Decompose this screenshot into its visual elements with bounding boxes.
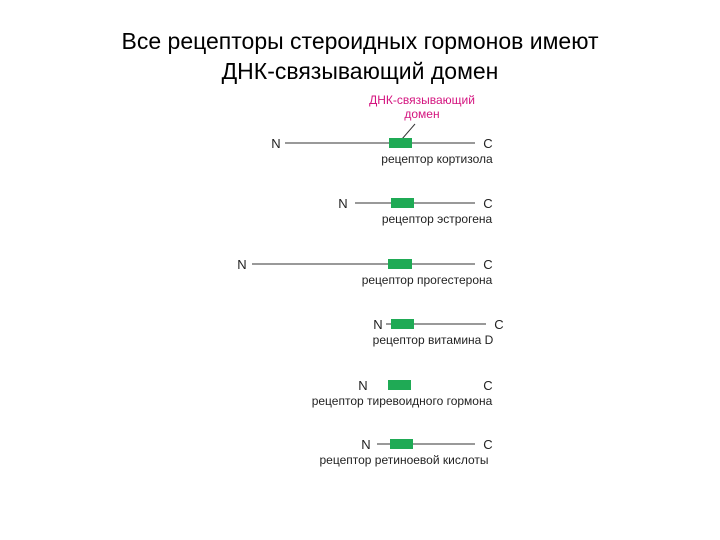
dna-binding-domain: [389, 138, 412, 148]
n-terminus-label: N: [373, 317, 383, 332]
callout-pointer: [402, 124, 415, 139]
receptor-name-label: рецептор ретиноевой кислоты: [319, 453, 489, 467]
dna-binding-domain: [391, 198, 414, 208]
receptor-name-label: рецептор эстрогена: [381, 212, 493, 226]
receptor-rows: [237, 136, 503, 467]
receptor-row: [338, 196, 492, 226]
title-line-1: Все рецепторы стероидных гормонов имеют: [121, 28, 599, 54]
n-terminus-label: N: [358, 378, 368, 393]
receptor-name-label: рецептор кортизола: [381, 152, 493, 166]
receptor-name-label: рецептор прогестерона: [361, 273, 493, 287]
receptor-row: [320, 437, 493, 467]
dna-binding-domain: [390, 439, 413, 449]
receptor-row: [312, 378, 493, 408]
title-line-2: ДНК-связывающий домен: [221, 58, 499, 84]
receptor-name-label: рецептор тиревоидного гормона: [311, 394, 493, 408]
c-terminus-label: C: [483, 136, 493, 151]
dna-binding-domain: [388, 380, 411, 390]
c-terminus-label: C: [494, 317, 504, 332]
c-terminus-label: C: [483, 257, 493, 272]
n-terminus-label: N: [361, 437, 371, 452]
c-terminus-label: C: [483, 196, 493, 211]
callout-label-line-2: домен: [404, 107, 440, 121]
dna-binding-domain: [388, 259, 412, 269]
dna-binding-domain: [391, 319, 414, 329]
c-terminus-label: C: [483, 378, 493, 393]
c-terminus-label: C: [483, 437, 493, 452]
n-terminus-label: N: [237, 257, 247, 272]
n-terminus-label: N: [338, 196, 348, 211]
callout-label-line-1: ДНК-связывающий: [369, 93, 475, 107]
receptor-row: [373, 317, 504, 347]
receptor-name-label: рецептор витамина D: [372, 333, 494, 347]
receptor-row: [271, 136, 493, 166]
receptor-row: [237, 257, 492, 287]
n-terminus-label: N: [271, 136, 281, 151]
